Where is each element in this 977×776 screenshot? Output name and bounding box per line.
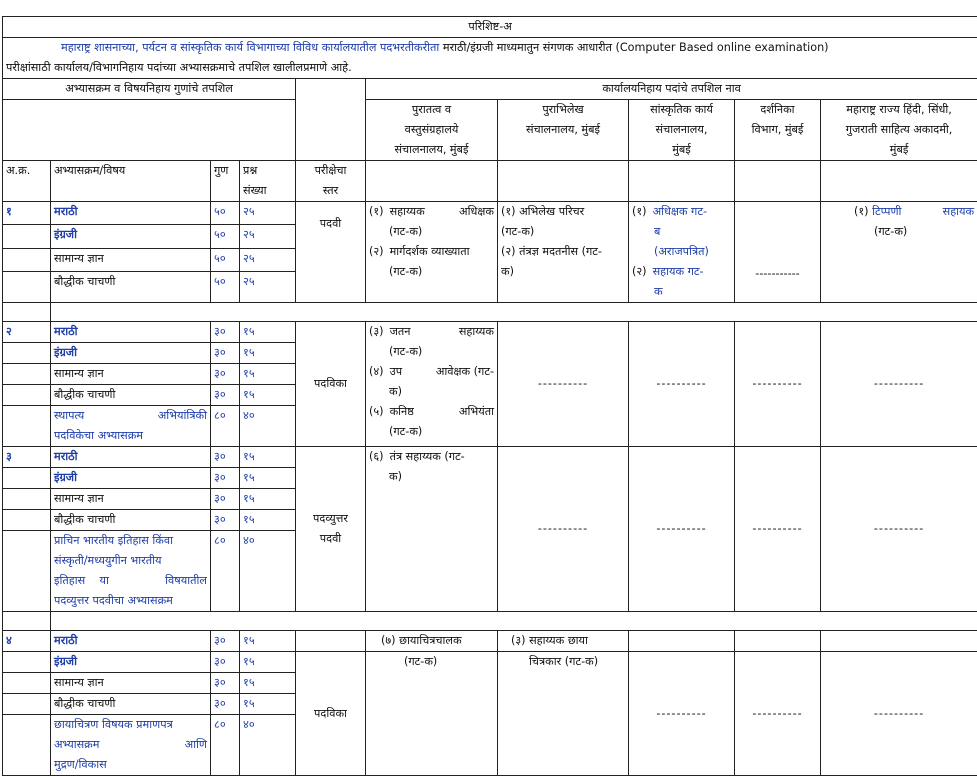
g1-subject-1: मराठी <box>51 202 211 225</box>
cell-text: संचालनालय, <box>632 120 731 140</box>
g4-office-4: ---------- <box>735 652 821 776</box>
g1-subject-3: सामान्य ज्ञान <box>51 248 211 271</box>
cell-text: स्तर <box>299 181 362 201</box>
intro-black: मराठी/इंग्रजी माध्यमातुन संगणक आधारीत (Computer Based online examination) <box>439 41 828 54</box>
cell-text: ३० <box>211 673 240 694</box>
cell-text: मुंबई <box>632 140 731 160</box>
cell-text: १५ <box>240 343 296 364</box>
cell-text: अधिक्षक <box>459 202 494 222</box>
g3-office-3: ---------- <box>629 447 735 612</box>
cell-text: १५ <box>240 489 296 510</box>
cell-text: कनिष्ठ <box>390 405 414 418</box>
cell-text: ३० <box>211 489 240 510</box>
cell-text: मराठी <box>51 447 211 468</box>
cell-text: पदविकेचा अभ्यासक्रम <box>54 426 207 446</box>
cell-text: ३० <box>211 447 240 468</box>
g3-office-2: ---------- <box>498 447 629 612</box>
g2-extra-subject <box>51 406 211 447</box>
cell-text: १५ <box>240 468 296 489</box>
cell-text: अधिक्षक गट- <box>653 205 707 218</box>
cell-text: ४० <box>240 715 296 776</box>
cell-text: उप <box>390 365 403 378</box>
header-blank <box>296 79 366 161</box>
cell-text: बौद्धीक चाचणी <box>51 510 211 531</box>
cell-text: सांस्कृतिक कार्य <box>632 100 731 120</box>
cell-text: सामान्य ज्ञान <box>51 673 211 694</box>
intro-line2: परीक्षांसाठी कार्यालय/विभागनिहाय पदांच्या अभ्यासक्रमाचे तपशिल खालीलप्रमाणे आहे. <box>6 58 974 78</box>
g2-office-4: ---------- <box>735 322 821 447</box>
col-marks: गुण <box>211 161 240 202</box>
cell-text: ३० <box>211 322 240 343</box>
cell-text: संख्या <box>243 181 292 201</box>
cell-text: (२) <box>632 262 649 282</box>
cell-text: मराठी <box>51 631 211 652</box>
cell-text: (१) <box>369 202 386 222</box>
cell-text: परीक्षेचा <box>299 161 362 181</box>
header-office-1 <box>366 100 498 161</box>
cell-text: छायाचित्रचालक <box>399 634 461 647</box>
col-level <box>296 161 366 202</box>
appendix-title: परिशिष्ट-अ <box>3 17 977 38</box>
cell-text: क) <box>369 382 494 402</box>
header-right-group: कार्यालयनिहाय पदांचे तपशिल नाव <box>366 79 977 100</box>
g2-office-3: ---------- <box>629 322 735 447</box>
cell-text: १५ <box>240 652 296 673</box>
cell-text: दर्शनिका <box>738 100 817 120</box>
cell-text: ४० <box>240 531 296 612</box>
g3-office-4: ---------- <box>735 447 821 612</box>
cell-text: जतन <box>390 325 411 338</box>
cell-text: ब <box>632 222 731 242</box>
g1-office-4: ----------- <box>735 202 821 303</box>
g1-office-1 <box>366 202 498 303</box>
cell-text: (गट-क) <box>369 342 494 362</box>
g2-office-5: ---------- <box>821 322 977 447</box>
cell-text: तंत्रज्ञ मदतनीस (गट- <box>519 245 602 258</box>
g4-sr: ४ <box>3 631 51 652</box>
cell-text: गुजराती साहित्य अकादमी, <box>824 120 974 140</box>
cell-text: मुंबई <box>824 140 974 160</box>
cell-text: (गट-क) <box>501 222 625 242</box>
cell-text: ३० <box>211 631 240 652</box>
g4-extra-subject <box>51 715 211 776</box>
cell-text: प्राचिन भारतीय इतिहास किंवा <box>54 531 207 551</box>
cell-text: ३० <box>211 343 240 364</box>
cell-text: सामान्य ज्ञान <box>51 489 211 510</box>
cell-text: पदव्युत्तर <box>299 509 362 529</box>
cell-text: १५ <box>240 322 296 343</box>
cell-text: क) <box>501 262 625 282</box>
cell-text: २५ <box>240 202 296 225</box>
cell-text: पुराभिलेख <box>501 100 625 120</box>
cell-text: ५० <box>211 202 240 225</box>
g4-office-5: ---------- <box>821 652 977 776</box>
header-office-4 <box>735 100 821 161</box>
col-sr: अ.क्र. <box>3 161 51 202</box>
cell-text: बौद्धीक चाचणी <box>51 694 211 715</box>
g4-office-2-b <box>498 652 629 776</box>
cell-text: १५ <box>240 631 296 652</box>
cell-text: (गट-क) <box>369 422 494 442</box>
g2-sr: २ <box>3 322 51 343</box>
cell-text: पदव्युत्तर पदवीचा अभ्यासक्रम <box>54 591 207 611</box>
cell-text: क) <box>369 467 494 487</box>
cell-text: (३) <box>369 322 386 342</box>
cell-text: विषयातील <box>165 571 207 591</box>
cell-text: सहाय्यक <box>390 205 425 218</box>
cell-text: पदवी <box>299 529 362 549</box>
cell-text: (३) <box>501 634 526 647</box>
cell-text: सामान्य ज्ञान <box>51 364 211 385</box>
cell-text: ३० <box>211 510 240 531</box>
g2-office-2: ---------- <box>498 322 629 447</box>
g1-level: पदवी <box>296 202 366 303</box>
cell-text: स्थापत्य <box>54 409 84 422</box>
g1-office-5 <box>821 202 977 303</box>
cell-text: इंग्रजी <box>51 468 211 489</box>
cell-text: महाराष्ट्र राज्य हिंदी, सिंधी, <box>824 100 974 120</box>
cell-text: (१) <box>854 205 869 218</box>
g1-subject-4: बौद्धीक चाचणी <box>51 272 211 303</box>
cell-text: वस्तुसंग्रहालये <box>369 120 494 140</box>
cell-text: सहायक <box>943 202 974 222</box>
g1-office-3 <box>629 202 735 303</box>
g4-office-1-b <box>366 652 498 776</box>
intro-blue: महाराष्ट्र शासनाच्या, पर्यटन व सांस्कृतिक कार्य विभागाच्या विविध कार्यालयातील पदभरतीकरीता <box>61 41 439 54</box>
cell-text: इंग्रजी <box>51 652 211 673</box>
cell-text: संस्कृती/मध्ययुगीन भारतीय <box>54 551 207 571</box>
cell-text: सहाय्यक छाया <box>529 634 588 647</box>
cell-text: पुरातत्व व <box>369 100 494 120</box>
cell-text: संचालनालय, मुंबई <box>501 120 625 140</box>
cell-text: १५ <box>240 510 296 531</box>
g3-sr: ३ <box>3 447 51 468</box>
cell-text: १५ <box>240 673 296 694</box>
cell-text: ३० <box>211 694 240 715</box>
cell-text: १५ <box>240 364 296 385</box>
g1-office-2 <box>498 202 629 303</box>
cell-text: (२) <box>501 245 516 258</box>
g1-sr: १ <box>3 202 51 225</box>
g4-office-1-a <box>366 631 498 652</box>
cell-text: ३० <box>211 468 240 489</box>
cell-text: मराठी <box>51 322 211 343</box>
header-left-blank <box>3 100 296 161</box>
cell-text: बौद्धीक चाचणी <box>51 385 211 406</box>
col-questions <box>240 161 296 202</box>
cell-text: २५ <box>240 272 296 303</box>
g1-subject-2: इंग्रजी <box>51 225 211 248</box>
cell-text: १५ <box>240 385 296 406</box>
cell-text: (१) <box>632 202 649 222</box>
cell-text: १५ <box>240 447 296 468</box>
g4-office-2-a <box>498 631 629 652</box>
cell-text: (गट-क) <box>369 652 494 672</box>
cell-text: (१) <box>501 205 516 218</box>
cell-text: आवेक्षक (गट- <box>436 362 494 382</box>
cell-text: अभिलेख परिचर <box>519 205 584 218</box>
g3-office-5: ---------- <box>821 447 977 612</box>
cell-text: (अराजपत्रित) <box>632 242 731 262</box>
g3-level <box>296 447 366 612</box>
cell-text: ३० <box>211 652 240 673</box>
cell-text: (६) <box>369 447 386 467</box>
cell-text: इतिहास <box>54 574 85 587</box>
cell-text: छायाचित्रण विषयक प्रमाणपत्र <box>54 715 207 735</box>
g2-office-1 <box>366 322 498 447</box>
g3-office-1 <box>366 447 498 612</box>
cell-text: १५ <box>240 694 296 715</box>
cell-text: ८० <box>211 406 240 447</box>
cell-text: विभाग, मुंबई <box>738 120 817 140</box>
cell-text: (२) <box>369 242 386 262</box>
g3-extra-subject <box>51 531 211 612</box>
cell-text: सहायक गट- <box>653 265 704 278</box>
g4-level: पदविका <box>296 652 366 776</box>
cell-text: ५० <box>211 272 240 303</box>
cell-text: (७) <box>369 634 396 647</box>
cell-text: (५) <box>369 402 386 422</box>
cell-text: ५० <box>211 248 240 271</box>
header-office-2 <box>498 100 629 161</box>
cell-text: अभियंता <box>459 402 494 422</box>
cell-text: अभियांत्रिकी <box>158 406 207 426</box>
cell-text: मुद्रण/विकास <box>54 755 207 775</box>
cell-text: ८० <box>211 715 240 776</box>
cell-text: (गट-क) <box>369 222 494 242</box>
cell-text: अभ्यासक्रम <box>54 738 99 751</box>
cell-text: सहाय्यक <box>459 322 494 342</box>
cell-text: ३० <box>211 385 240 406</box>
cell-text: ८० <box>211 531 240 612</box>
cell-text: प्रश्न <box>243 161 292 181</box>
cell-text: चित्रकार (गट-क) <box>501 652 625 672</box>
cell-text: (गट-क) <box>369 262 494 282</box>
cell-text: (४) <box>369 362 386 382</box>
cell-text: क <box>632 282 731 302</box>
header-office-5 <box>821 100 977 161</box>
cell-text: आणि <box>185 735 207 755</box>
intro-text <box>3 38 977 79</box>
cell-text: ४० <box>240 406 296 447</box>
cell-text: ५० <box>211 225 240 248</box>
g2-level: पदविका <box>296 322 366 447</box>
header-left-group: अभ्यासक्रम व विषयनिहाय गुणांचे तपशिल <box>3 79 296 100</box>
cell-text: टिप्पणी <box>872 205 901 218</box>
cell-text: तंत्र सहाय्यक (गट- <box>390 450 465 463</box>
cell-text: २५ <box>240 225 296 248</box>
cell-text: २५ <box>240 248 296 271</box>
header-office-3 <box>629 100 735 161</box>
cell-text: इंग्रजी <box>51 343 211 364</box>
col-subject: अभ्यासक्रम/विषय <box>51 161 211 202</box>
cell-text: मार्गदर्शक व्याख्याता <box>390 245 470 258</box>
g4-office-3: ---------- <box>629 652 735 776</box>
cell-text: या <box>85 571 123 591</box>
cell-text: (गट-क) <box>824 222 974 242</box>
appendix-table <box>2 16 977 776</box>
cell-text: ३० <box>211 364 240 385</box>
cell-text: संचालनालय, मुंबई <box>369 140 494 160</box>
